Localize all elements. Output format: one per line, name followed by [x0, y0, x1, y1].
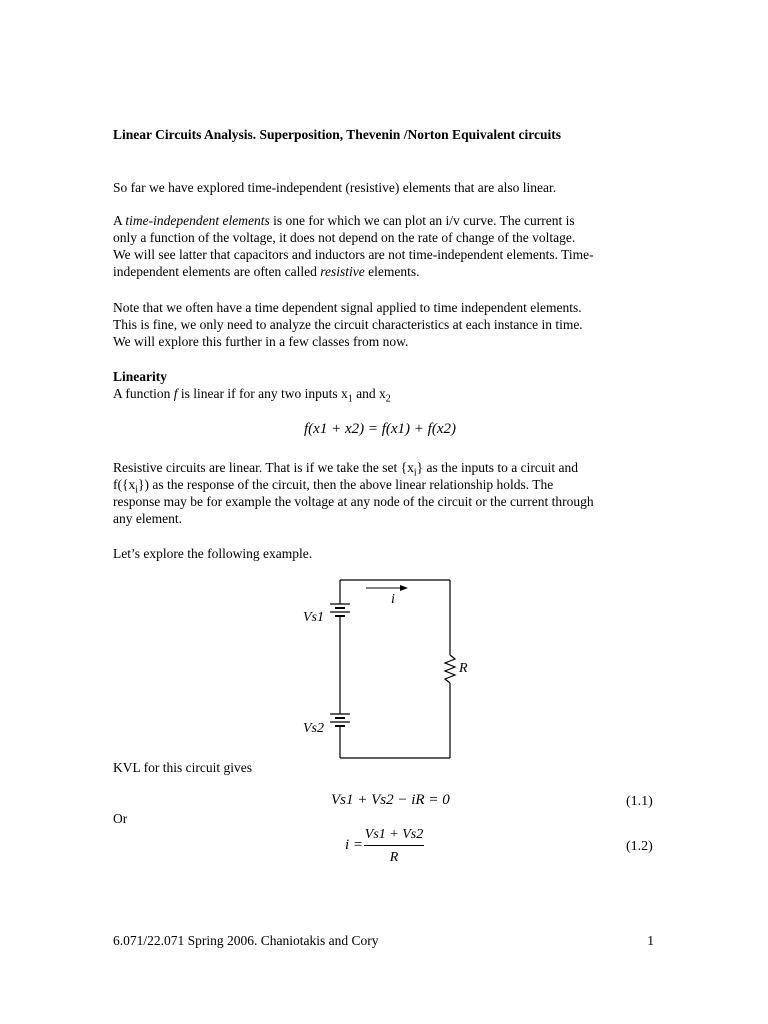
para2-line1 [113, 212, 575, 229]
circuit-diagram [290, 570, 480, 770]
para4-line3: response may be for example the voltage at any node of the circuit or the current through [113, 494, 594, 509]
equation-1-2-denominator: R [389, 850, 399, 865]
para3-line1: Note that we often have a time dependent signal applied to time independent elements. [113, 300, 582, 315]
para2-line3: We will see latter that capacitors and inductors are not time-independent elements. Time- [113, 247, 594, 262]
equation-1-1: Vs1 + Vs2 − iR = 0 [331, 792, 450, 808]
linearity-heading: Linearity [113, 369, 167, 384]
para4-line1-text-b: } as the inputs to a circuit and [416, 460, 578, 475]
para3-line3: We will explore this further in a few classes from now. [113, 334, 409, 349]
para4-line1-text-a: Resistive circuits are linear. That is if we take the set {x [113, 460, 414, 475]
page-number: 1 [647, 933, 654, 948]
para4-line2-text-a: f({x [113, 477, 136, 492]
current-label: i [391, 592, 395, 607]
para2-resistive-term: resistive [320, 264, 365, 279]
resistor-symbol [445, 655, 455, 683]
para2-line2: only a function of the voltage, it does not depend on the rate of change of the voltage. [113, 230, 576, 245]
para2-line1-text-b: is one for which we can plot an i/v curve. The current is [269, 213, 575, 228]
para2-line4 [113, 263, 420, 280]
linearity-text-a: A function [113, 386, 174, 401]
or-text: Or [113, 811, 128, 826]
para2-line1-text-a: A [113, 213, 126, 228]
kvl-text: KVL for this circuit gives [113, 760, 252, 775]
equation-1-2-number: (1.2) [626, 839, 653, 854]
resistor-label: R [459, 661, 468, 676]
linearity-definition [113, 385, 391, 408]
linearity-f: f [173, 386, 178, 401]
linearity-sub2: 2 [385, 393, 391, 405]
example-intro: Let’s explore the following example. [113, 546, 313, 561]
footer-citation: 6.071/22.071 Spring 2006. Chaniotakis and Cory [113, 933, 379, 948]
para4-line2-sub: i [135, 484, 139, 496]
linearity-equation: f(x1 + x2) = f(x1) + f(x2) [304, 421, 456, 437]
linearity-sub1: 1 [347, 393, 353, 405]
para3-line2: This is fine, we only need to analyze the circuit characteristics at each instance in time. [113, 317, 583, 332]
page-title: Linear Circuits Analysis. Superposition, Thevenin /Norton Equivalent circuits [113, 127, 561, 142]
equation-1-2-fraction-bar [364, 845, 424, 846]
source2-label: Vs2 [303, 721, 324, 736]
para2-line4-text-b: elements. [364, 264, 420, 279]
linearity-text-b: is linear if for any two inputs x [177, 386, 348, 401]
equation-1-1-number: (1.1) [626, 794, 653, 809]
battery-vs2-symbol [330, 714, 350, 726]
para2-line4-text-a: independent elements are often called [113, 264, 321, 279]
source1-label: Vs1 [303, 610, 324, 625]
intro-paragraph: So far we have explored time-independent (resistive) elements that are also linear. [113, 180, 557, 195]
battery-vs1-symbol [330, 604, 350, 616]
linearity-text-c: and x [352, 386, 386, 401]
para4-line1-sub: i [413, 467, 417, 479]
equation-1-2-lhs: i = [345, 837, 364, 853]
para4-line4: any element. [113, 511, 182, 526]
equation-1-2-numerator: Vs1 + Vs2 [364, 827, 424, 842]
current-arrow-icon [400, 585, 408, 591]
para2-term: time-independent elements [125, 213, 270, 228]
para4-line2-text-b: }) as the response of the circuit, then the above linear relationship holds. The [138, 477, 554, 492]
